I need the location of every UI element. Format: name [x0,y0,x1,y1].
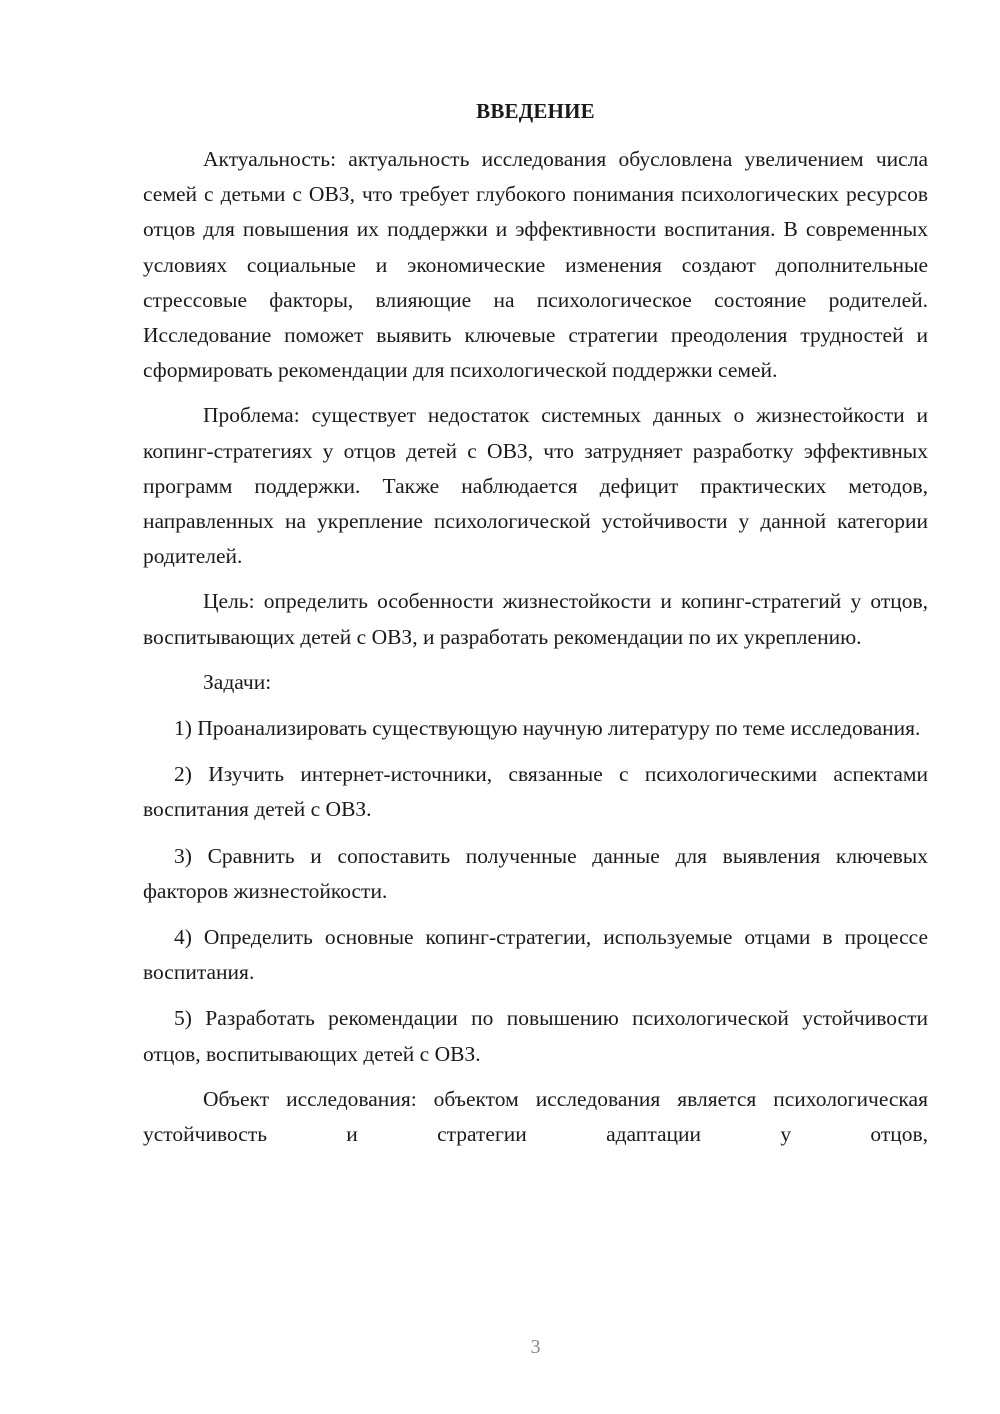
task-item-1: 1) Проанализировать существующую научную литературу по теме исследования. [174,716,921,741]
paragraph-goal: Цель: определить особенности жизнестойкости и копинг-стратегий у отцов, воспитывающих детей с ОВЗ, и разработать рекомендации по их укреплению. [143,589,928,649]
paragraph-relevance: Актуальность: актуальность исследования обусловлена увеличением числа семей с детьми с ОВЗ, что требует глубокого понимания психологических ресурсов отцов для повышения их поддержки и эффективности воспитания. В современных условиях социальные и экономические изменения создают дополнительные стрессовые факторы, влияющие на психологическое состояние родителей. Исследование поможет выявить ключевые стратегии преодоления трудностей и сформировать рекомендации для психологической поддержки семей. [143,147,928,383]
paragraph-tasks-heading: Задачи: [203,669,272,694]
page-title: ВВЕДЕНИЕ [476,99,595,123]
task-item-4: 4) Определить основные копинг-стратегии, используемые отцами в процессе воспитания. [143,925,928,985]
page-number: 3 [530,1336,541,1358]
document-body [143,142,928,1152]
task-item-2: 2) Изучить интернет-источники, связанные с психологическими аспектами воспитания детей с ОВЗ. [143,762,928,822]
document-page [143,0,928,1414]
paragraph-problem: Проблема: существует недостаток системных данных о жизнестойкости и копинг-стратегиях у отцов детей с ОВЗ, что затрудняет разработку эффективных программ поддержки. Также наблюдается дефицит практических методов, направленных на укрепление психологической устойчивости у данной категории родителей. [143,403,928,569]
task-item-5: 5) Разработать рекомендации по повышению психологической устойчивости отцов, воспитывающих детей с ОВЗ. [143,1006,928,1066]
paragraph-object: Объект исследования: объектом исследования является психологическая устойчивость и стратегии адаптации у отцов, [143,1086,928,1147]
task-item-3: 3) Сравнить и сопоставить полученные данные для выявления ключевых факторов жизнестойкости. [143,843,928,903]
